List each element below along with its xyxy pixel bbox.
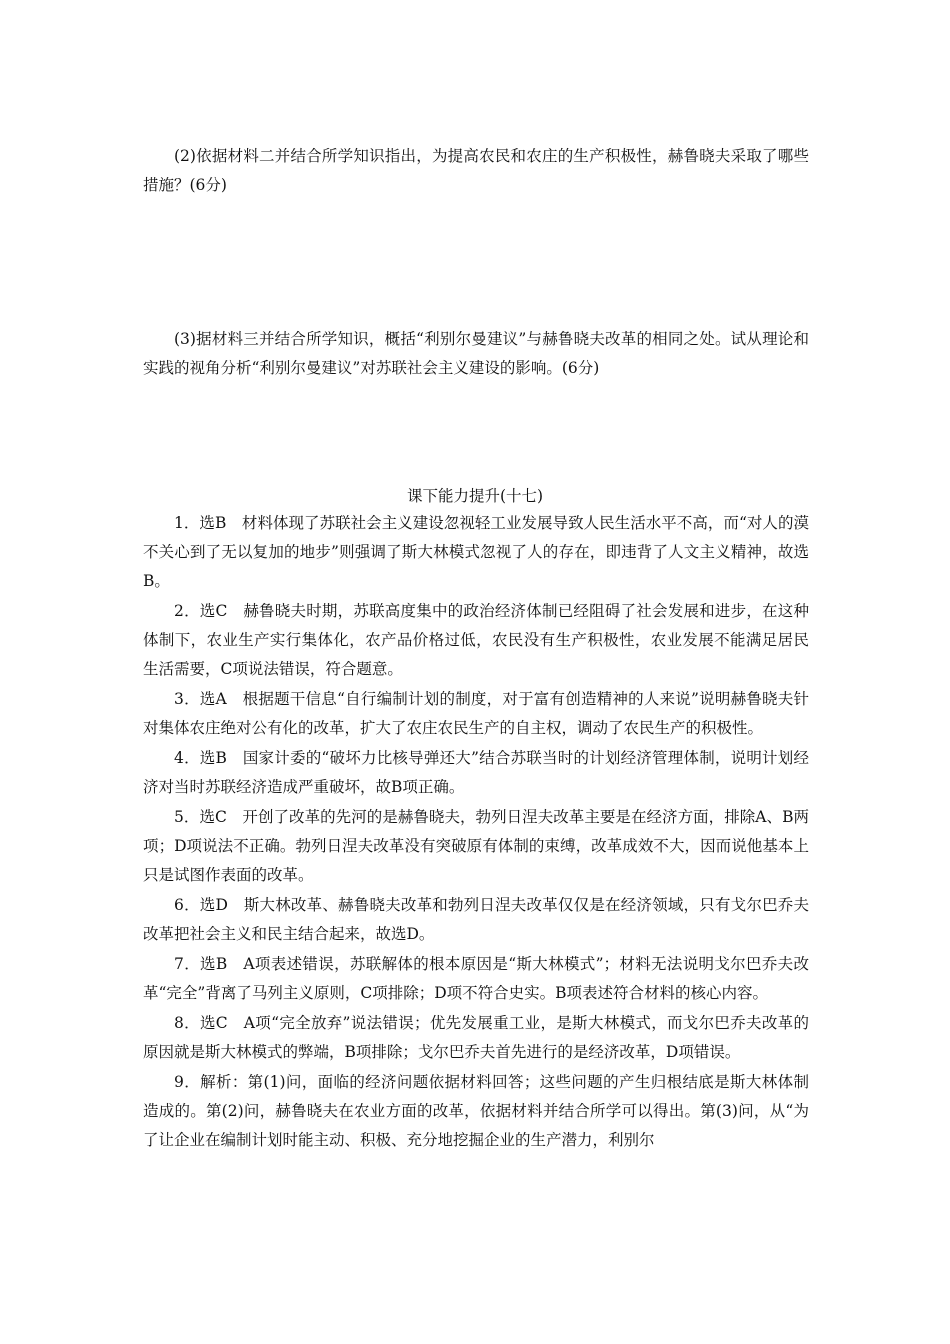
answer-item-2: 2．选C 赫鲁晓夫时期，苏联高度集中的政治经济体制已经阻碍了社会发展和进步，在这种体制下，农业生产实行集体化，农产品价格过低，农民没有生产积极性，农业发展不能满足居民生活需要，C项说法错误，符合题意。 xyxy=(143,602,809,678)
answer-item-4: 4．选B 国家计委的“破坏力比核导弹还大”结合苏联当时的计划经济管理体制，说明计划经济对当时苏联经济造成严重破坏，故B项正确。 xyxy=(143,749,809,796)
answer-item-9: 9．解析：第(1)问，面临的经济问题依据材料回答；这些问题的产生归根结底是斯大林体制造成的。第(2)问，赫鲁晓夫在农业方面的改革，依据材料并结合所学可以得出。第(3)问，从“为了让企业在编制计划时能主动、积极、充分地挖掘企业的生产潜力，利别尔 xyxy=(143,1073,809,1149)
answer-item-7: 7．选B A项表述错误，苏联解体的根本原因是“斯大林模式”；材料无法说明戈尔巴乔夫改革“完全”背离了马列主义原则，C项排除；D项不符合史实。B项表述符合材料的核心内容。 xyxy=(143,955,809,1002)
answer-item-1: 1．选B 材料体现了苏联社会主义建设忽视轻工业发展导致人民生活水平不高，而“对人的漠不关心到了无以复加的地步”则强调了斯大林模式忽视了人的存在，即违背了人文主义精神，故选B。 xyxy=(143,514,809,590)
answer-section-title: 课下能力提升(十七) xyxy=(406,487,544,505)
question-2: (2)依据材料二并结合所学知识指出，为提高农民和农庄的生产积极性，赫鲁晓夫采取了哪些措施？(6分) xyxy=(143,147,809,194)
answer-item-8: 8．选C A项“完全放弃”说法错误；优先发展重工业，是斯大林模式，而戈尔巴乔夫改革的原因就是斯大林模式的弊端，B项排除；戈尔巴乔夫首先进行的是经济改革，D项错误。 xyxy=(143,1014,809,1061)
answer-list xyxy=(143,509,809,1156)
answer-item-6: 6．选D 斯大林改革、赫鲁晓夫改革和勃列日涅夫改革仅仅是在经济领域，只有戈尔巴乔夫改革把社会主义和民主结合起来，故选D。 xyxy=(143,896,809,943)
question-3: (3)据材料三并结合所学知识，概括“利别尔曼建议”与赫鲁晓夫改革的相同之处。试从理论和实践的视角分析“利别尔曼建议”对苏联社会主义建设的影响。(6分) xyxy=(143,330,809,377)
answer-item-3: 3．选A 根据题干信息“自行编制计划的制度，对于富有创造精神的人来说”说明赫鲁晓夫针对集体农庄绝对公有化的改革，扩大了农庄农民生产的自主权，调动了农民生产的积极性。 xyxy=(143,690,809,737)
answer-item-5: 5．选C 开创了改革的先河的是赫鲁晓夫，勃列日涅夫改革主要是在经济方面，排除A、B两项；D项说法不正确。勃列日涅夫改革没有突破原有体制的束缚，改革成效不大，因而说他基本上只是试图作表面的改革。 xyxy=(143,808,809,884)
